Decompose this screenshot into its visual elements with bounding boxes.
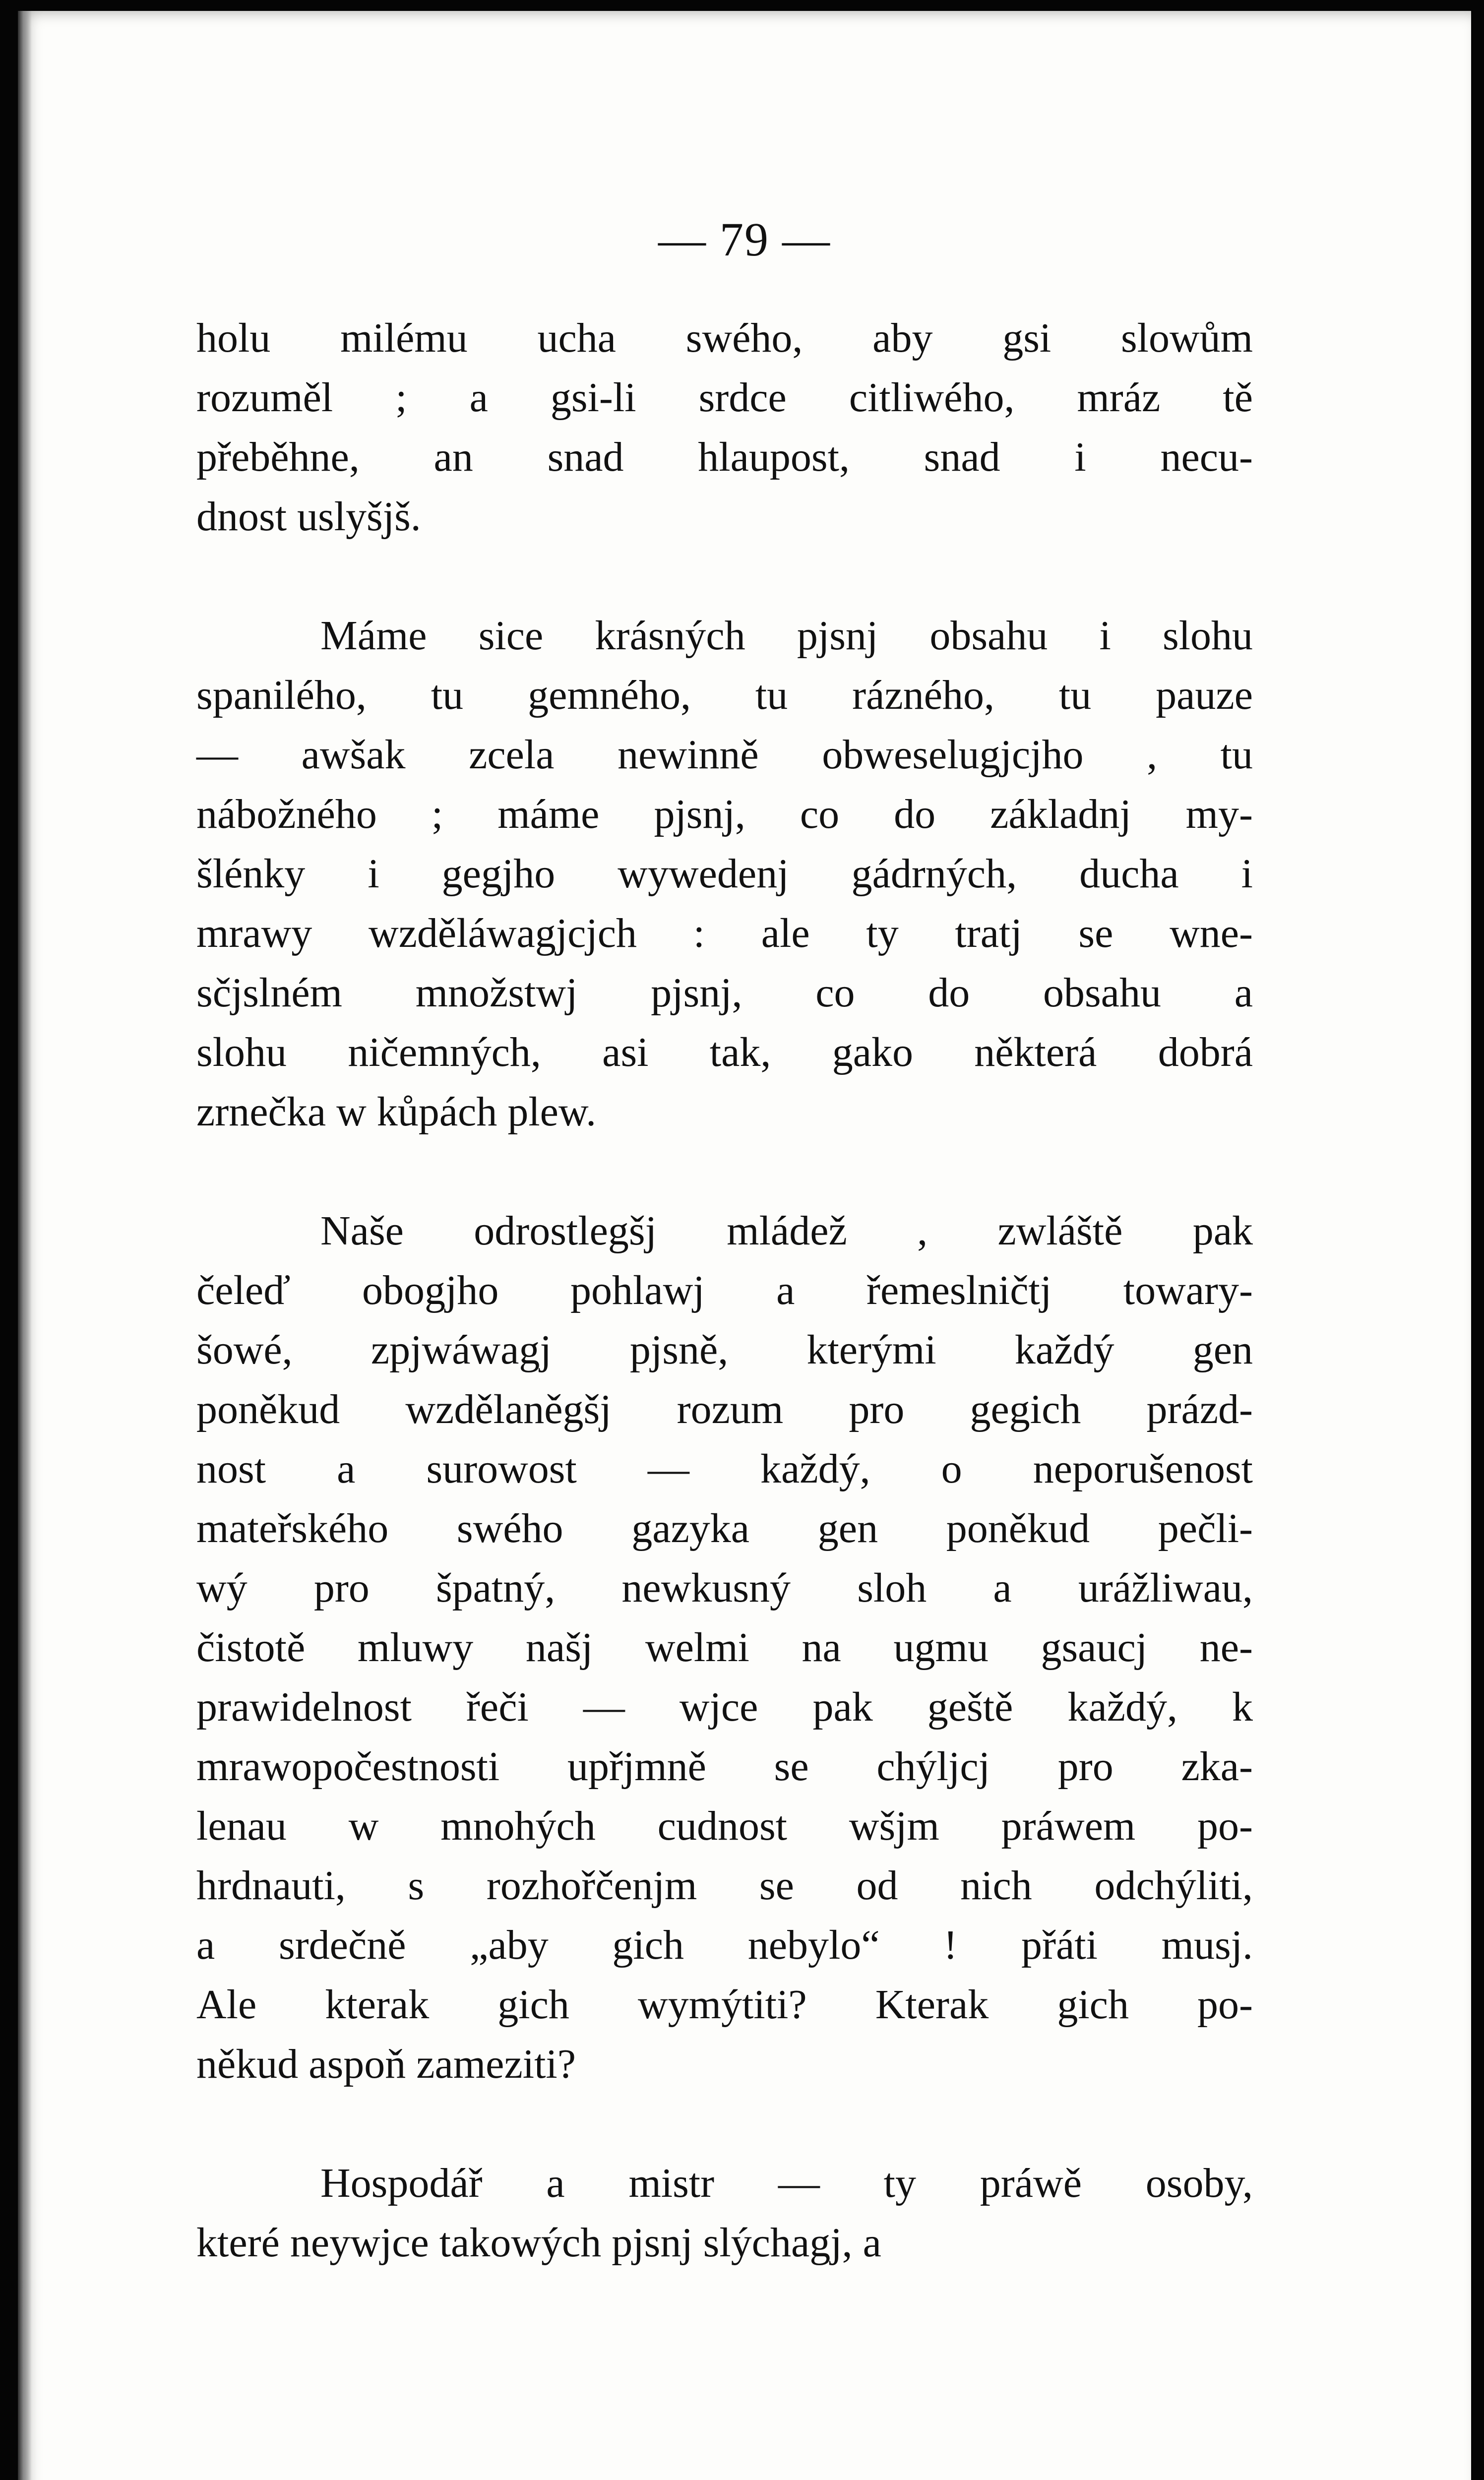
text-line: Naše odrostlegšj mládež , zwláště pak xyxy=(320,1208,1253,1254)
text-line: šlénky i gegjho wywedenj gádrných, ducha i xyxy=(196,851,1253,897)
text-line: Ale kterak gich wymýtiti? Kterak gich po- xyxy=(196,1982,1253,2028)
text-line: wý pro špatný, newkusný sloh a urážliwau, xyxy=(196,1565,1253,1611)
text-line: přeběhne, an snad hlaupost, snad i necu- xyxy=(196,434,1253,480)
text-line: mateřského swého gazyka gen poněkud pečli- xyxy=(196,1505,1253,1551)
body-text xyxy=(196,309,1253,2273)
text-line: slohu ničemných, asi tak, gako některá dobrá xyxy=(196,1029,1253,1075)
book-page xyxy=(18,11,1471,2480)
paragraph xyxy=(196,1201,1253,2094)
text-line: mrawopočestnosti upřjmně se chýljcj pro zka- xyxy=(196,1743,1253,1790)
text-line: někud aspoň zameziti? xyxy=(196,2041,576,2087)
text-line: — awšak zcela newinně obweselugjcjho , tu xyxy=(196,732,1253,778)
paragraph xyxy=(196,309,1253,547)
text-line: mrawy wzděláwagjcjch : ale ty tratj se wne- xyxy=(196,910,1253,956)
text-line: nábožného ; máme pjsnj, co do základnj my- xyxy=(196,791,1253,837)
text-line: čistotě mluwy našj welmi na ugmu gsaucj ne- xyxy=(196,1624,1253,1671)
text-line: které neywjce takowých pjsnj slýchagj, a xyxy=(196,2220,881,2266)
text-line: šowé, zpjwáwagj pjsně, kterými každý gen xyxy=(196,1327,1253,1373)
text-line: Máme sice krásných pjsnj obsahu i slohu xyxy=(320,613,1253,659)
text-line: hrdnauti, s rozhořčenjm se od nich odchýliti, xyxy=(196,1862,1253,1909)
text-line: čeleď obogjho pohlawj a řemeslničtj towary- xyxy=(196,1267,1253,1313)
text-line: dnost uslyšjš. xyxy=(196,494,421,540)
text-line: zrnečka w kůpách plew. xyxy=(196,1089,597,1135)
text-line: spanilého, tu gemného, tu rázného, tu pauze xyxy=(196,672,1253,718)
paragraph xyxy=(196,2154,1253,2273)
paragraph xyxy=(196,606,1253,1142)
page-number: — 79 — xyxy=(658,213,831,266)
text-line: holu milému ucha swého, aby gsi slowům xyxy=(196,315,1253,361)
page-binding-edge xyxy=(18,11,32,2480)
text-line: Hospodář a mistr — ty práwě osoby, xyxy=(320,2160,1253,2206)
text-line: sčjslném množstwj pjsnj, co do obsahu a xyxy=(196,970,1253,1016)
text-line: lenau w mnohých cudnost wšjm práwem po- xyxy=(196,1803,1253,1849)
text-line: nost a surowost — každý, o neporušenost xyxy=(196,1446,1253,1492)
text-line: poněkud wzdělaněgšj rozum pro gegich prázd- xyxy=(196,1386,1253,1432)
text-line: a srdečně „aby gich nebylo“ ! přáti musj. xyxy=(196,1922,1253,1968)
text-line: prawidelnost řeči — wjce pak geště každý, k xyxy=(196,1684,1253,1730)
text-line: rozuměl ; a gsi-li srdce citliwého, mráz tě xyxy=(196,374,1253,421)
